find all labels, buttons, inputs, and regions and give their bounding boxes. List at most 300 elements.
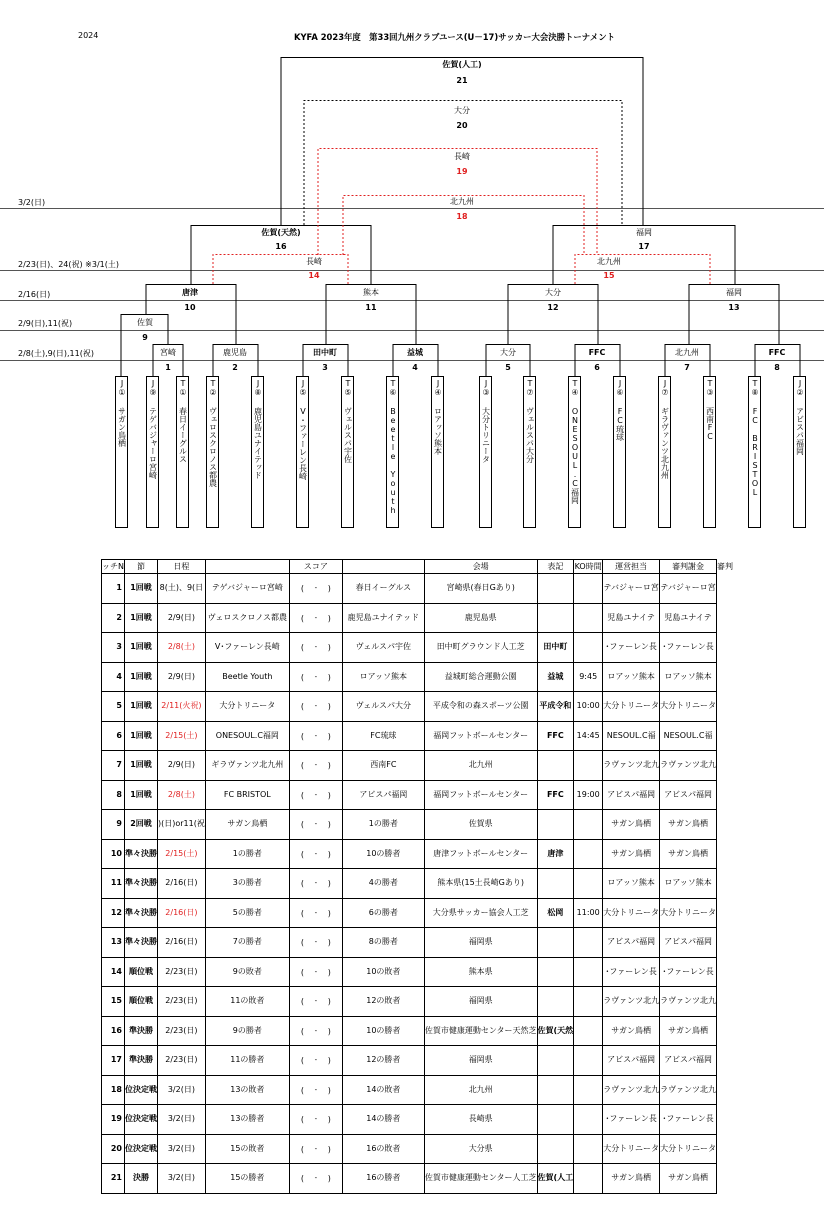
r1-venue-2: 鹿児島 [223, 348, 247, 357]
score-paren-open: ( [300, 1115, 304, 1125]
score-paren-close: ) [327, 849, 331, 859]
qf1-venue: 唐津 [182, 288, 198, 297]
r1-number-1: 1 [165, 363, 171, 372]
score-dash: - [314, 1056, 318, 1065]
match-round: 1回戦 [124, 603, 157, 633]
team-slot [748, 376, 761, 528]
team-code: J① [117, 379, 127, 397]
match-venue: 福岡フットボールセンター [424, 780, 537, 810]
team-code: J⑧ [253, 379, 263, 397]
table-row [102, 692, 734, 722]
home-team: ギラヴァンツ北九州 [205, 751, 289, 781]
referee-fee: ･ファーレン長 [660, 1105, 717, 1135]
home-team: 13の敗者 [205, 1075, 289, 1105]
team-name: FC BRISTOL [750, 407, 760, 497]
match-number: 12 [102, 898, 125, 928]
score-paren-close: ) [327, 584, 331, 594]
r1-number-6: 6 [594, 363, 600, 372]
away-team: 10の勝者 [342, 839, 424, 869]
score-paren-close: ) [327, 1174, 331, 1184]
round-label-r2: 2/9(日),11(祝) [18, 319, 73, 328]
match-number: 18 [102, 1075, 125, 1105]
venue-mark [537, 987, 574, 1017]
score-box [301, 1116, 331, 1123]
kickoff-time [574, 1164, 603, 1194]
score-box [301, 1057, 331, 1064]
table-row [102, 957, 734, 987]
kickoff-time [574, 1046, 603, 1076]
referee [717, 751, 734, 781]
score-dash: - [314, 1085, 318, 1094]
operator: サガン鳥栖 [603, 839, 660, 869]
match-number: 2 [102, 603, 125, 633]
venue-mark [537, 1075, 574, 1105]
table-row [102, 839, 734, 869]
home-team: テゲバジャーロ宮崎 [205, 574, 289, 604]
referee-fee: NESOUL.C福 [660, 721, 717, 751]
score-paren-close: ) [327, 997, 331, 1007]
referee-fee: ･ファーレン長 [660, 633, 717, 663]
referee [717, 1134, 734, 1164]
away-team: 12の勝者 [342, 1046, 424, 1076]
score-dash: - [314, 967, 318, 976]
score-cell [289, 1164, 342, 1194]
team-slot [115, 376, 128, 528]
home-team: 13の勝者 [205, 1105, 289, 1135]
final-venue: 佐賀(人工) [442, 60, 482, 69]
kickoff-time [574, 957, 603, 987]
team-name: サガン鳥栖 [117, 407, 127, 447]
team-slot [341, 376, 354, 528]
table-row [102, 751, 734, 781]
match-date: 2/8(土) [157, 633, 205, 663]
score-cell [289, 810, 342, 840]
team-code: T⑦ [525, 379, 535, 397]
kickoff-time: 11:00 [574, 898, 603, 928]
kickoff-time [574, 1134, 603, 1164]
match-round: 準々決勝 [124, 839, 157, 869]
team-slot [146, 376, 159, 528]
kickoff-time [574, 633, 603, 663]
home-team: 3の勝者 [205, 869, 289, 899]
score-box [301, 969, 331, 976]
referee-fee: 大分トリニータ [660, 1134, 717, 1164]
away-team: 4の勝者 [342, 869, 424, 899]
match-date: 2/23(日) [157, 1016, 205, 1046]
venue-mark [537, 574, 574, 604]
match-date: 2/9(日) [157, 662, 205, 692]
away-team: 10の敗者 [342, 957, 424, 987]
score-box [301, 821, 331, 828]
team-slot [658, 376, 671, 528]
match-round: 準々決勝 [124, 928, 157, 958]
score-box [301, 1028, 331, 1035]
score-box [301, 644, 331, 651]
referee [717, 1016, 734, 1046]
table-row [102, 633, 734, 663]
operator: 大分トリニータ [603, 1134, 660, 1164]
team-name: Beetle Youth [388, 407, 398, 515]
away-team: 1の勝者 [342, 810, 424, 840]
r1-number-3: 3 [322, 363, 328, 372]
table-row [102, 810, 734, 840]
score-box [301, 880, 331, 887]
kickoff-time [574, 1016, 603, 1046]
referee [717, 721, 734, 751]
match-round: 準々決勝 [124, 898, 157, 928]
referee-fee: ラヴァンツ北九 [660, 987, 717, 1017]
match-round: 位決定戦 [124, 1134, 157, 1164]
score-box [301, 1087, 331, 1094]
score-dash: - [314, 584, 318, 593]
match-venue: 宮崎県(春日Gあり) [424, 574, 537, 604]
schedule-table [101, 559, 734, 1194]
kickoff-time [574, 928, 603, 958]
home-team: 7の勝者 [205, 928, 289, 958]
team-name: 大分トリニータ [481, 407, 491, 463]
match-venue: 長崎県 [424, 1105, 537, 1135]
score-paren-open: ( [300, 613, 304, 623]
team-code: J② [795, 379, 805, 397]
match-date: 2/11(火祝) [157, 692, 205, 722]
score-paren-close: ) [327, 1026, 331, 1036]
match-date: 3/2(日) [157, 1075, 205, 1105]
kickoff-time [574, 1075, 603, 1105]
referee [717, 662, 734, 692]
header-cell: ッチN [102, 560, 125, 574]
r2-venue: 佐賀 [137, 318, 153, 327]
score-box [301, 792, 331, 799]
score-paren-open: ( [300, 879, 304, 889]
table-row [102, 898, 734, 928]
match-date: 2/15(土) [157, 839, 205, 869]
referee [717, 987, 734, 1017]
third-venue: 大分 [436, 106, 488, 116]
r1-number-8: 8 [774, 363, 780, 372]
match-round: 2回戦 [124, 810, 157, 840]
match-date: 2/15(土) [157, 721, 205, 751]
home-team: 9の勝者 [205, 1016, 289, 1046]
referee [717, 692, 734, 722]
match-number: 20 [102, 1134, 125, 1164]
score-dash: - [314, 1026, 318, 1035]
match-date: 2/9(日) [157, 751, 205, 781]
kickoff-time [574, 574, 603, 604]
fifth-venue: 長崎 [436, 152, 488, 162]
operator: サガン鳥栖 [603, 1016, 660, 1046]
away-team: 14の敗者 [342, 1075, 424, 1105]
match-date: 3/2(日) [157, 1105, 205, 1135]
venue-mark: 唐津 [537, 839, 574, 869]
score-cell [289, 898, 342, 928]
match-number: 9 [102, 810, 125, 840]
score-paren-open: ( [300, 1026, 304, 1036]
kickoff-time [574, 751, 603, 781]
score-box [301, 703, 331, 710]
semi2-number: 17 [638, 242, 650, 251]
score-box [301, 674, 331, 681]
team-code: J⑥ [615, 379, 625, 397]
away-team: 10の勝者 [342, 1016, 424, 1046]
score-cell [289, 1134, 342, 1164]
team-name: ヴェルスパ宇佐 [343, 407, 353, 463]
team-slot [386, 376, 399, 528]
away-team: アビスパ福岡 [342, 780, 424, 810]
referee-fee: サガン鳥栖 [660, 1164, 717, 1194]
venue-mark [537, 869, 574, 899]
score-paren-open: ( [300, 731, 304, 741]
home-team: 5の勝者 [205, 898, 289, 928]
score-dash: - [314, 908, 318, 917]
score-paren-open: ( [300, 672, 304, 682]
team-code: J⑦ [660, 379, 670, 397]
venue-mark [537, 751, 574, 781]
match-date: 3/2(日) [157, 1164, 205, 1194]
year-label: 2024 [78, 31, 99, 40]
page-title: KYFA 2023年度 第33回九州クラブユース(U－17)サッカー大会決勝トーナメント [294, 32, 615, 42]
match-number: 14 [102, 957, 125, 987]
team-name: アビスパ福岡 [795, 407, 805, 455]
away-team: 6の勝者 [342, 898, 424, 928]
score-dash: - [314, 997, 318, 1006]
match-number: 3 [102, 633, 125, 663]
score-cell [289, 1046, 342, 1076]
match-round: 準決勝 [124, 1016, 157, 1046]
team-name: ONESOUL.C福岡 [570, 407, 580, 504]
table-row [102, 1046, 734, 1076]
team-slot [703, 376, 716, 528]
team-code: T② [208, 379, 218, 397]
score-paren-close: ) [327, 790, 331, 800]
match-round: 準決勝 [124, 1046, 157, 1076]
score-paren-open: ( [300, 584, 304, 594]
score-box [301, 1146, 331, 1153]
team-code: J③ [481, 379, 491, 397]
away-team: 14の勝者 [342, 1105, 424, 1135]
score-dash: - [314, 731, 318, 740]
match-round: 位決定戦 [124, 1075, 157, 1105]
referee [717, 839, 734, 869]
score-paren-close: ) [327, 731, 331, 741]
match-round: 1回戦 [124, 721, 157, 751]
score-paren-open: ( [300, 702, 304, 712]
score-dash: - [314, 790, 318, 799]
qf2-number: 11 [365, 303, 377, 312]
team-name: 春日イーグルス [178, 407, 188, 463]
score-paren-open: ( [300, 643, 304, 653]
seventh-venue: 北九州 [436, 197, 488, 207]
r2-number: 9 [142, 333, 148, 342]
score-paren-open: ( [300, 1056, 304, 1066]
away-team: 鹿児島ユナイテッド [342, 603, 424, 633]
referee-fee: サガン鳥栖 [660, 1016, 717, 1046]
table-row [102, 1134, 734, 1164]
score-paren-close: ) [327, 643, 331, 653]
referee [717, 1105, 734, 1135]
team-name: V・ファーレン長崎 [298, 407, 308, 480]
score-dash: - [314, 702, 318, 711]
score-cell [289, 603, 342, 633]
match-venue: 福岡県 [424, 928, 537, 958]
kickoff-time: 14:45 [574, 721, 603, 751]
away-team: ヴェルスパ大分 [342, 692, 424, 722]
match-round: 1回戦 [124, 751, 157, 781]
round-label-r1: 2/8(土),9(日),11(祝) [18, 349, 94, 358]
qf4-venue: 福岡 [726, 288, 742, 297]
score-cell [289, 1016, 342, 1046]
venue-mark: 松岡 [537, 898, 574, 928]
qf4-number: 13 [728, 303, 740, 312]
match-venue: 平成令和の森スポーツ公園 [424, 692, 537, 722]
team-slot [793, 376, 806, 528]
header-cell: 表記 [537, 560, 574, 574]
score-paren-open: ( [300, 908, 304, 918]
home-team: Beetle Youth [205, 662, 289, 692]
operator: ラヴァンツ北九 [603, 1075, 660, 1105]
score-cell [289, 1075, 342, 1105]
away-team: 8の勝者 [342, 928, 424, 958]
score-box [301, 1175, 331, 1182]
kickoff-time [574, 1105, 603, 1135]
qf3-number: 12 [547, 303, 559, 312]
score-paren-open: ( [300, 849, 304, 859]
operator: ラヴァンツ北九 [603, 751, 660, 781]
referee [717, 810, 734, 840]
r1-venue-1: 宮崎 [160, 348, 176, 357]
score-paren-close: ) [327, 967, 331, 977]
match-date: )(日)or11(祝 [157, 810, 205, 840]
score-dash: - [314, 643, 318, 652]
team-name: 西南FC [705, 407, 715, 441]
team-slot [613, 376, 626, 528]
score-cell [289, 957, 342, 987]
qf2-venue: 熊本 [363, 288, 379, 297]
venue-mark: FFC [537, 780, 574, 810]
score-paren-close: ) [327, 908, 331, 918]
kickoff-time [574, 869, 603, 899]
score-cell [289, 574, 342, 604]
team-code: J④ [433, 379, 443, 397]
referee [717, 780, 734, 810]
match-number: 21 [102, 1164, 125, 1194]
score-cell [289, 780, 342, 810]
score-cell [289, 633, 342, 663]
match-venue: 福岡県 [424, 987, 537, 1017]
match-round: 順位戦 [124, 987, 157, 1017]
match-venue: 大分県 [424, 1134, 537, 1164]
r1-number-4: 4 [412, 363, 418, 372]
match-number: 16 [102, 1016, 125, 1046]
schedule-body [102, 574, 734, 1194]
home-team: 11の敗者 [205, 987, 289, 1017]
venue-mark: 田中町 [537, 633, 574, 663]
score-paren-close: ) [327, 938, 331, 948]
score-cell [289, 751, 342, 781]
table-row [102, 780, 734, 810]
home-team: 15の敗者 [205, 1134, 289, 1164]
match-number: 13 [102, 928, 125, 958]
away-team: ヴェルスパ宇佐 [342, 633, 424, 663]
table-row [102, 574, 734, 604]
score-dash: - [314, 672, 318, 681]
header-cell: 審判謝金 [660, 560, 717, 574]
venue-mark [537, 603, 574, 633]
score-box [301, 615, 331, 622]
match-venue: 北九州 [424, 751, 537, 781]
operator: ･ファーレン長 [603, 957, 660, 987]
score-paren-close: ) [327, 879, 331, 889]
header-cell: KO時間 [574, 560, 603, 574]
operator: アビスパ福岡 [603, 780, 660, 810]
team-code: T③ [705, 379, 715, 397]
team-slot [251, 376, 264, 528]
match-number: 7 [102, 751, 125, 781]
team-code: T④ [570, 379, 580, 397]
score-paren-close: ) [327, 702, 331, 712]
score-dash: - [314, 849, 318, 858]
round-label-semi: 2/23(日)、24(祝) ※3/1(土) [18, 260, 119, 269]
semi2-venue: 福岡 [636, 228, 652, 237]
match-round: 1回戦 [124, 662, 157, 692]
home-team: 大分トリニータ [205, 692, 289, 722]
match-number: 6 [102, 721, 125, 751]
qf1-number: 10 [184, 303, 196, 312]
score-box [301, 998, 331, 1005]
table-header-row [102, 560, 734, 574]
referee-fee: 大分トリニータ [660, 692, 717, 722]
operator: サガン鳥栖 [603, 810, 660, 840]
venue-mark: 佐賀(天然 [537, 1016, 574, 1046]
kickoff-time [574, 810, 603, 840]
team-slot [568, 376, 581, 528]
score-paren-open: ( [300, 938, 304, 948]
match-venue: 熊本県(15土長崎Gあり) [424, 869, 537, 899]
match-date: 2/16(日) [157, 869, 205, 899]
score-paren-close: ) [327, 613, 331, 623]
operator: ･ファーレン長 [603, 633, 660, 663]
score-cell [289, 662, 342, 692]
table-row [102, 721, 734, 751]
match-date: 8(土)、9(日 [157, 574, 205, 604]
venue-mark [537, 957, 574, 987]
match-number: 5 [102, 692, 125, 722]
away-team: 12の敗者 [342, 987, 424, 1017]
round-label-qf: 2/16(日) [18, 290, 51, 299]
kickoff-time [574, 987, 603, 1017]
referee-fee: アビスパ福岡 [660, 928, 717, 958]
team-code: T⑥ [388, 379, 398, 397]
match-round: 1回戦 [124, 780, 157, 810]
team-code: T① [178, 379, 188, 397]
qf3-venue: 大分 [545, 288, 561, 297]
score-dash: - [314, 1115, 318, 1124]
operator: NESOUL.C福 [603, 721, 660, 751]
cons2-number: 15 [603, 271, 615, 280]
referee-fee: アビスパ福岡 [660, 1046, 717, 1076]
operator: ラヴァンツ北九 [603, 987, 660, 1017]
match-round: 1回戦 [124, 692, 157, 722]
score-cell [289, 1105, 342, 1135]
venue-mark: 益城 [537, 662, 574, 692]
venue-mark [537, 810, 574, 840]
match-round: 1回戦 [124, 574, 157, 604]
header-cell: 会場 [424, 560, 537, 574]
match-date: 2/16(日) [157, 898, 205, 928]
kickoff-time [574, 839, 603, 869]
team-name: テゲバジャーロ宮崎 [148, 407, 158, 479]
away-team: 西南FC [342, 751, 424, 781]
match-date: 2/9(日) [157, 603, 205, 633]
